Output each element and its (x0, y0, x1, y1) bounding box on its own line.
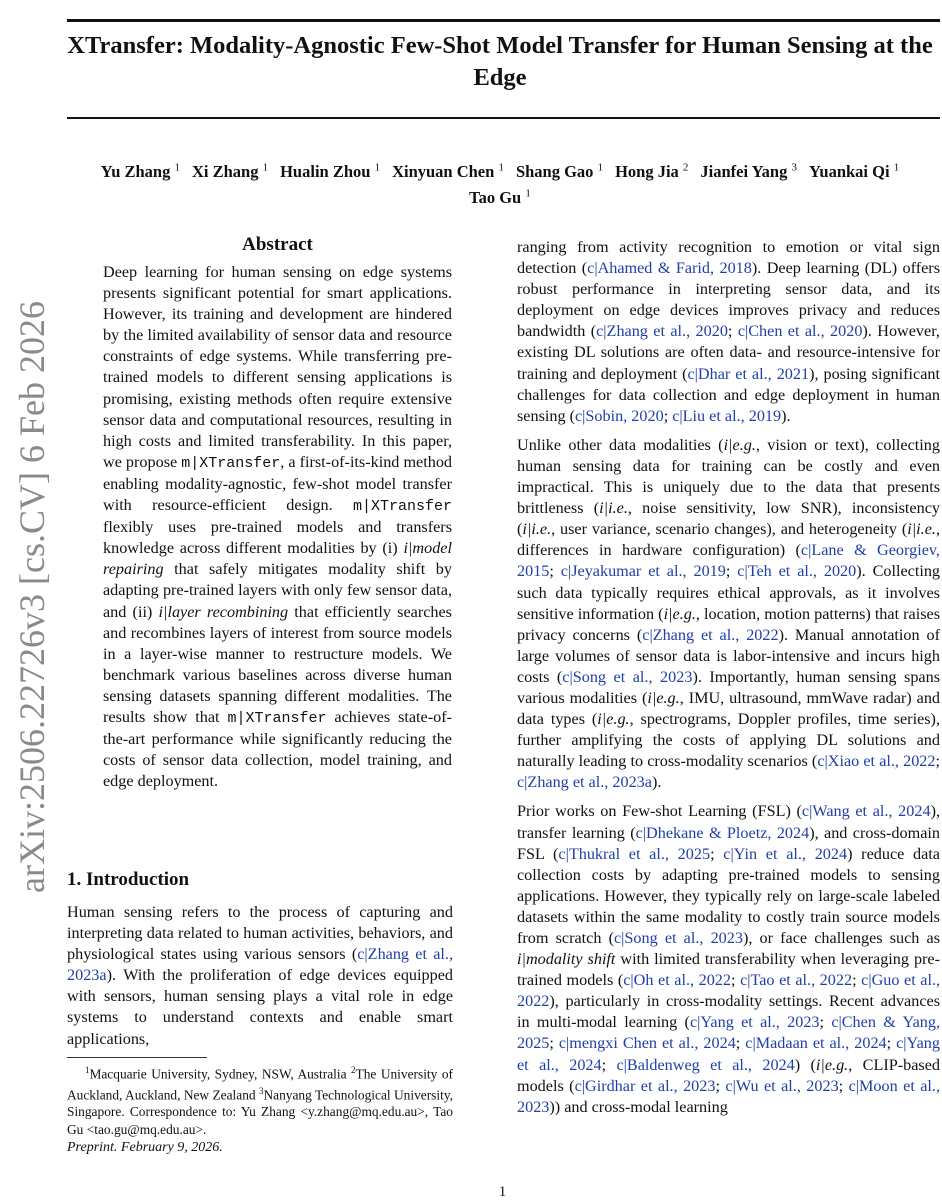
citation-link[interactable]: c|Dhar et al., 2021 (687, 364, 810, 383)
paper-title: XTransfer: Modality-Agnostic Few-Shot Model Transfer for Human Sensing at the Edge (67, 32, 933, 91)
footnote-mark: 1 (84, 1065, 90, 1075)
citation-link[interactable]: c|Wang et al., 2024 (801, 802, 931, 821)
text-run: ; (886, 1034, 897, 1053)
paragraph (67, 902, 453, 1050)
author-name: Hong Jia (615, 161, 679, 181)
author-affiliation-mark: 1 (374, 161, 381, 173)
author (192, 162, 268, 181)
text-run: ), or face challenges such as (742, 929, 940, 947)
text-run: , noise sensitivity, low SNR), inconsistency ( (517, 499, 940, 539)
emphasis-text: i|e.g. (723, 435, 756, 454)
paragraph (103, 262, 452, 792)
emphasis-text: i|e.g. (663, 604, 696, 623)
citation-link[interactable]: c|Chen et al., 2020 (737, 322, 863, 341)
citation-link[interactable]: c|Zhang et al., 2022 (642, 625, 779, 644)
title-rule (67, 117, 940, 119)
code-text: m|XTransfer (181, 454, 281, 472)
author-affiliation-mark: 3 (791, 161, 797, 173)
preprint-note: Preprint. February 9, 2026. (67, 1140, 223, 1155)
author-name: Shang Gao (515, 161, 594, 181)
introduction-left-body (67, 902, 453, 1058)
footnote-rule (67, 1057, 207, 1058)
citation-link[interactable]: c|Yin et al., 2024 (723, 844, 848, 863)
top-rule (67, 19, 940, 22)
text-run: )) and cross-modal learning (549, 1097, 728, 1116)
page-number: 1 (498, 1184, 507, 1200)
author-name: Tao Gu (469, 188, 522, 207)
author-affiliation-mark: 1 (893, 161, 900, 173)
author-affiliation-mark: 1 (525, 187, 531, 200)
author (101, 162, 180, 181)
citation-link[interactable]: c|Tao et al., 2022 (740, 971, 853, 990)
citation-link[interactable]: c|Ahamed & Farid, 2018 (587, 259, 752, 278)
text-run: ; (735, 1034, 746, 1053)
text-run: ; (935, 752, 940, 771)
text-run: ). Deep learning (DL) offers robust performance in interpreting sensor data, and its deployment on edge devices improves privacy and reduces bandwidth ( (517, 259, 940, 341)
citation-link[interactable]: c|Liu et al., 2019 (672, 406, 782, 425)
text-run: ). Importantly, human sensing spans various modalities ( (517, 667, 941, 707)
abstract-heading: Abstract (242, 234, 313, 255)
introduction-heading: 1. Introduction (67, 869, 190, 890)
paragraph (517, 435, 940, 794)
text-run: ; (663, 406, 673, 425)
author-name: Xi Zhang (191, 161, 259, 181)
citation-link[interactable]: c|Moon et al., 2023 (517, 1076, 941, 1116)
text-run: , a first-of-its-kind method enabling modality-agnostic, few-shot model transfer with resource-efficient design. (103, 452, 453, 515)
citation-link[interactable]: c|Guo et al., 2022 (517, 971, 941, 1011)
emphasis-text: i|model repairing (103, 539, 452, 579)
author-affiliation-mark: 1 (262, 161, 269, 173)
affiliation-1: Macquarie University, Sydney, NSW, Australia (89, 1066, 352, 1082)
author (392, 162, 504, 181)
citation-link[interactable]: c|Lane & Georgiev, 2015 (517, 541, 940, 581)
affiliation-2: The University of Auckland, Auckland, New Zealand (67, 1066, 453, 1103)
text-run: ; (852, 971, 862, 990)
citation-link[interactable]: c|Zhang et al., 2020 (596, 322, 728, 341)
text-run: , IMU, ultrasound, mmWave radar) and data types ( (517, 688, 941, 729)
author (280, 162, 380, 181)
text-run: that efficiently searches and recombines layers of interest from source models in a layer-wise manner to restructure models. We benchmark various baselines across diverse human sensing datasets spanning different modalities. The results show that (103, 602, 452, 726)
text-run: ). However, existing DL solutions are often data- and resource-intensive for training and deployment ( (517, 322, 940, 383)
text-run: ), transfer learning ( (517, 802, 940, 842)
text-run: Deep learning for human sensing on edge systems presents significant potential for smart applications. However, its training and development are hindered by the limited availability of sensor data and resource constraints of edge systems. While transferring pre-trained models to different sensing applications is promising, existing methods often require extensive sensor data and computational resources, resulting in high costs and limited transferability. In this paper, we propose (103, 263, 452, 471)
code-text: m|XTransfer (352, 498, 452, 516)
text-run: ranging from activity recognition to emotion or vital sign detection ( (517, 238, 940, 278)
author (615, 162, 688, 181)
text-run: ) reduce data collection costs by adapting pre-trained models to sensing applications. However, they typically rely on large-scale labeled datasets within the same modality to costly train source models from scratch ( (517, 844, 940, 947)
text-run: ). Collecting such data typically requires ethical approvals, as it involves sensitive information ( (517, 562, 941, 623)
author-affiliation-mark: 1 (174, 161, 180, 173)
text-run: Unlike other data modalities ( (517, 435, 724, 454)
text-run: , location, motion patterns) that raises privacy concerns ( (517, 604, 940, 644)
author (700, 162, 797, 181)
text-run: that safely mitigates modality shift by adapting pre-trained layers with only few sensor data, and (ii) (103, 560, 452, 621)
paragraph (517, 801, 940, 1117)
text-run: with limited transferability when leveraging pre-trained models ( (517, 950, 940, 990)
footnote-mark: 3 (258, 1085, 264, 1096)
citation-link[interactable]: c|Girdhar et al., 2023 (574, 1076, 716, 1095)
citation-link[interactable]: c|Baldenweg et al., 2024 (616, 1055, 795, 1074)
citation-link[interactable]: c|Sobin, 2020 (575, 406, 664, 425)
emphasis-text: i|i.e. (907, 520, 936, 539)
citation-link[interactable]: c|Yang et al., 2023 (689, 1013, 820, 1032)
text-run: Human sensing refers to the process of capturing and interpreting data related to human activities, behaviors, and physiological states using various sensors ( (67, 903, 453, 964)
text-run: ; (601, 1055, 617, 1074)
emphasis-text: i|e.g. (647, 688, 680, 707)
citation-link[interactable]: c|Dhekane & Ploetz, 2024 (635, 823, 810, 842)
emphasis-text: i|e.g. (815, 1055, 849, 1074)
paragraph (517, 237, 940, 427)
introduction-right-body (517, 237, 940, 1126)
text-run: , user variance, scenario changes), and heterogeneity ( (551, 520, 908, 539)
text-run: flexibly uses pre-trained models and transfers knowledge across different modalities by (i) (103, 518, 452, 558)
author (469, 188, 531, 207)
text-run: , differences in hardware configuration) ( (517, 520, 940, 560)
text-run: ; (730, 971, 741, 990)
author-name: Xinyuan Chen (392, 161, 495, 181)
citation-link[interactable]: c|Oh et al., 2022 (623, 971, 731, 990)
author-affiliation-mark: 2 (682, 161, 689, 173)
citation-link[interactable]: c|Madaan et al., 2024 (745, 1034, 887, 1053)
text-run: ; (838, 1076, 849, 1095)
text-run: ). With the proliferation of edge devices equipped with sensors, human sensing plays a vital role in edge systems to understand contexts and enable smart applications, (67, 966, 453, 1048)
text-run: ; (549, 562, 561, 581)
citation-link[interactable]: c|Wu et al., 2023 (725, 1076, 839, 1095)
author-affiliation-mark: 1 (498, 161, 504, 173)
author-name: Yuankai Qi (809, 161, 890, 181)
author-name: Yu Zhang (100, 161, 171, 181)
text-run: , CLIP-based models ( (517, 1055, 940, 1095)
author-affiliation-mark: 1 (597, 161, 604, 173)
citation-link[interactable]: c|Xiao et al., 2022 (817, 752, 936, 771)
text-run: ). (781, 406, 791, 425)
text-run: ), particularly in cross-modality settings. Recent advances in multi-modal learning ( (517, 992, 940, 1032)
citation-link[interactable]: c|Jeyakumar et al., 2019 (560, 562, 726, 581)
author-name: Jianfei Yang (700, 161, 788, 181)
emphasis-text: i|modality shift (517, 950, 616, 969)
text-run: ; (715, 1076, 726, 1095)
text-run: , spectrograms, Doppler profiles, time series), further amplifying the costs of applying DL solutions and naturally leading to cross-modality scenarios ( (517, 710, 940, 771)
text-run: ; (549, 1034, 559, 1053)
citation-link[interactable]: c|Song et al., 2023 (613, 929, 743, 947)
text-run: ), posing significant challenges for data collection and edge deployment in human sensing ( (517, 364, 940, 425)
citation-link[interactable]: c|Thukral et al., 2025 (558, 844, 711, 863)
citation-link[interactable]: c|Teh et al., 2020 (737, 562, 857, 581)
text-run: ; (725, 562, 738, 581)
citation-link[interactable]: c|Yang et al., 2024 (517, 1034, 940, 1074)
text-run: ; (727, 322, 738, 341)
code-text: m|XTransfer (227, 709, 327, 727)
text-run: , vision or text), collecting human sensing data for training can be costly and even impractical. This is uniquely due to the data that presents brittleness ( (517, 435, 940, 518)
text-run: ; (819, 1013, 832, 1032)
text-run: ) ( (794, 1055, 816, 1074)
text-run: ). (651, 773, 662, 792)
citation-link[interactable]: c|Zhang et al., 2023a (517, 773, 652, 792)
author-list (60, 156, 940, 209)
citation-link[interactable]: c|mengxi Chen et al., 2024 (558, 1034, 736, 1053)
emphasis-text: i|i.e. (599, 499, 628, 518)
author-name: Hualin Zhou (280, 161, 371, 181)
affiliation-3-and-correspondence: Nanyang Technological University, Singapore. Correspondence to: Yu Zhang <y.zhang@mq.edu.au>, Tao Gu <tao.gu@mq.edu.au>. (67, 1087, 453, 1137)
text-run: ; (710, 844, 724, 863)
author (809, 162, 899, 181)
citation-link[interactable]: c|Zhang et al., 2023a (67, 945, 453, 985)
footnote-mark: 2 (351, 1065, 356, 1075)
text-run: ), and cross-domain FSL ( (517, 823, 940, 863)
arxiv-side-stamp: arXiv:2506.22726v3 [cs.CV] 6 Feb 2026 (12, 301, 52, 893)
emphasis-text: i|layer recombining (158, 602, 289, 621)
abstract-body (103, 262, 452, 800)
citation-link[interactable]: c|Chen & Yang, 2025 (517, 1013, 940, 1053)
emphasis-text: i|i.e. (522, 520, 552, 539)
text-run: Prior works on Few-shot Learning (FSL) ( (517, 802, 802, 821)
author (516, 162, 603, 181)
text-run: achieves state-of-the-art performance while significantly reducing the costs of sensor data collection, model training, and edge deployment. (103, 707, 453, 791)
text-run: ). Manual annotation of large volumes of sensor data is labor-intensive and incurs high costs ( (517, 625, 940, 686)
emphasis-text: i|e.g. (597, 710, 630, 729)
citation-link[interactable]: c|Song et al., 2023 (562, 667, 693, 686)
affiliation-footnote (67, 1062, 453, 1138)
